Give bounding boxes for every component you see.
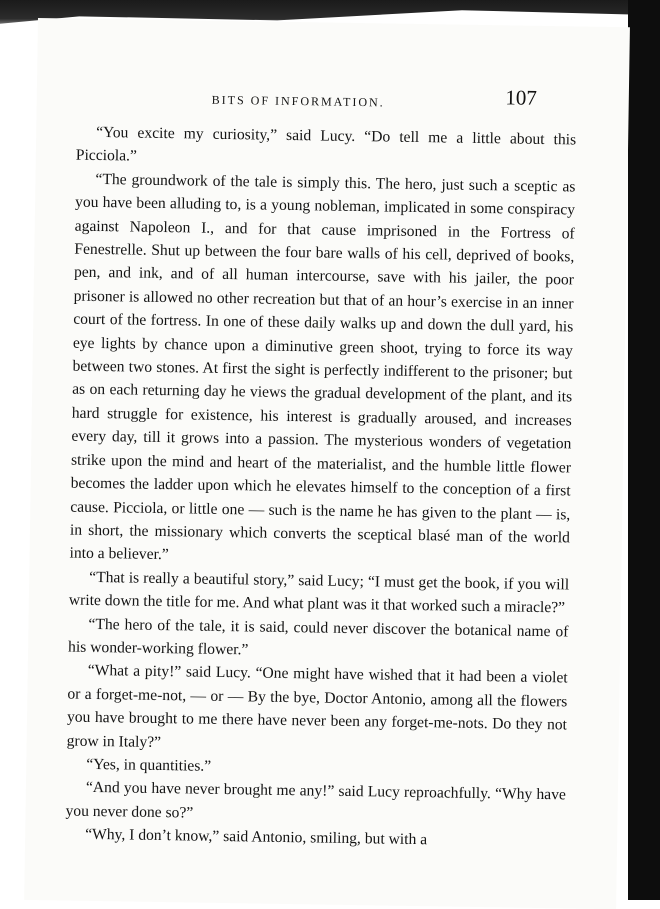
paragraph: “Yes, in quantities.” [86,755,212,775]
paragraph: “What a pity!” said Lucy. “One might have wished that it had been a violet or a forget-me-not, — or — By the bye, Doctor Antonio, among all the flowers you have brought to me there have never been any forget-me-nots. Do they not grow in Italy?” [66,662,568,751]
book-page [24,18,630,909]
page-number: 107 [505,85,537,110]
paragraph: “And you have never brought me any!” said Lucy reproachfully. “Why have you never done so?” [65,779,566,822]
paragraph: “That is really a beautiful story,” said Lucy; “I must get the book, if you will write down the title for me. And what plant was it that worked such a miracle?” [68,568,570,617]
paragraph: “You excite my curiosity,” said Lucy. “Do tell me a little about this Picciola.” [75,123,577,165]
body-text [65,121,576,854]
paragraph: “The groundwork of the tale is simply this. The hero, just such a sceptic as you have been alluding to, is a young nobleman, implicated in some conspiracy against Napoleon I., and for that cause imprisoned in the Fortress of Fenestrelle. Shut up between the four bare walls of his cell, deprived of books, pen, and ink, and of all human intercourse, save with his jailer, the poor prisoner is allowed no other recreation but that of an hour’s exercise in an inner court of the fortress. In one of these daily walks up and down the dull yard, his eye lights by chance upon a diminutive green shoot, trying to force its way between two stones. At first the sight is perfectly indifferent to the prisoner; but as on each returning day he views the gradual development of the plant, and its hard struggle for existence, his interest is gradually aroused, and increases every day, till it grows into a passion. The mysterious wonders of vegetation strike upon the mind and heart of the materialist, and the humble little flower becomes the ladder upon which he elevates himself to the conception of a first cause. Picciola, or little one — such is the name he has given to the plant — is, in short, the missionary which converts the sceptical blasé man of the world into a believer.” [69,170,576,564]
paragraph: “Why, I don’t know,” said Antonio, smiling, but with a [85,826,428,849]
paragraph: “The hero of the tale, it is said, could never discover the botanical name of his wonder-working flower.” [67,615,569,659]
running-head: BITS OF INFORMATION. [211,92,385,110]
scan-right-edge-shadow [628,0,660,900]
